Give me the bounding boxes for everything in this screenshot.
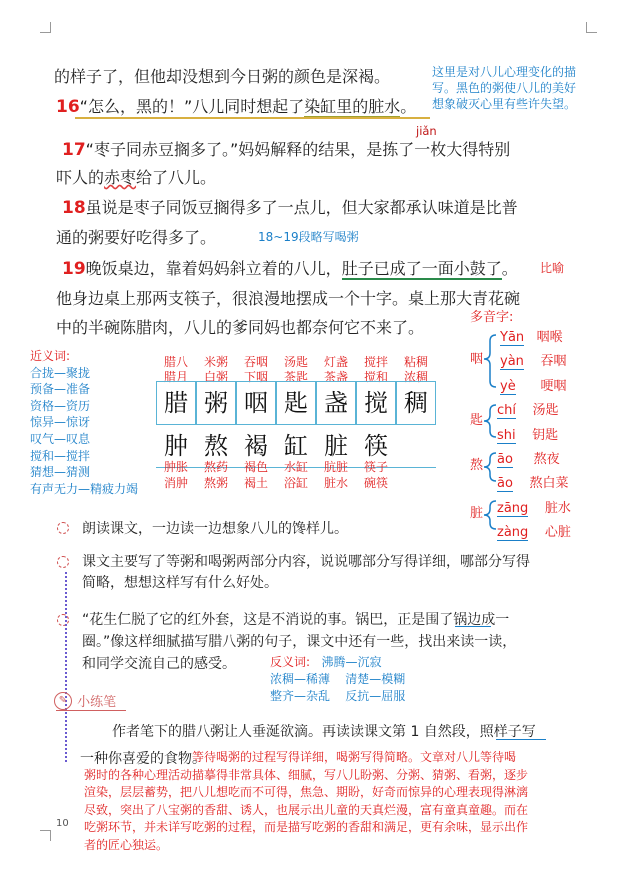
note-line: 这里是对八儿心理变化的描 bbox=[432, 65, 577, 79]
text-segment: 。 bbox=[400, 97, 417, 116]
character-grid bbox=[156, 381, 438, 469]
underlined-phrase: 赤枣 bbox=[104, 168, 137, 187]
question-line: 简略，想想这样写有什么好处。 bbox=[82, 575, 278, 591]
antonym-item: 清楚—模糊 bbox=[345, 672, 406, 686]
rhetoric-tag: 比喻 bbox=[540, 261, 565, 275]
char-cell: 筷 bbox=[364, 432, 388, 460]
practice-rule bbox=[56, 710, 126, 711]
antonym-item: 反抗—屈服 bbox=[345, 689, 406, 703]
underlined-phrase: 染缸里的脏水 bbox=[304, 97, 401, 116]
word-label: 脏水 bbox=[324, 476, 349, 490]
polyphone-entry: Yān 咽喉 bbox=[500, 330, 563, 345]
paragraph-17-line2 bbox=[56, 165, 216, 188]
synonyms-title: 近义词: bbox=[30, 349, 71, 363]
practice-line-1: 作者笔下的腊八粥让人垂涎欲滴。再读读课文第 1 自然段，照样子写 bbox=[112, 724, 536, 740]
practice-title: 小练笔 bbox=[77, 695, 117, 710]
text-segment: 给了八儿。 bbox=[136, 168, 217, 187]
question-bullet-icon bbox=[57, 614, 69, 626]
synonym-item: 叹气—叹息 bbox=[30, 431, 91, 446]
word-label: 白粥 bbox=[204, 370, 229, 384]
word-label: 搅和 bbox=[364, 370, 389, 384]
annotation-note bbox=[432, 64, 576, 112]
question-bullet-icon bbox=[57, 556, 69, 568]
polyphone-char: 脏 bbox=[470, 506, 484, 521]
analysis-note bbox=[84, 749, 528, 854]
char-cell: 粥 bbox=[196, 381, 236, 425]
char-cell: 咽 bbox=[236, 381, 276, 425]
word-label: 茶盏 bbox=[324, 370, 349, 384]
polyphone-entry: āo 熬白菜 bbox=[497, 476, 569, 491]
pen-icon: ✎ bbox=[54, 692, 72, 710]
word-label: 粘稠 bbox=[404, 355, 429, 369]
text-segment: “枣子同赤豆搁多了。”妈妈解释的结果，是拣了一枚大得特别 bbox=[85, 140, 511, 159]
char-cell: 腊 bbox=[156, 381, 196, 425]
antonym-item: 整齐—杂乱 bbox=[270, 689, 331, 703]
annotation-note: 18~19段略写喝粥 bbox=[258, 230, 359, 244]
polyphone-entry: shi 钥匙 bbox=[497, 428, 559, 443]
paragraph-number: 19 bbox=[62, 259, 86, 279]
polyphone-entry: āo 熬夜 bbox=[497, 452, 560, 467]
char-cell: 缸 bbox=[284, 432, 308, 460]
note-line: 想象破灭心里有些许失望。 bbox=[432, 97, 577, 111]
crop-mark-top-left bbox=[40, 22, 51, 33]
paragraph-number: 18 bbox=[62, 198, 86, 218]
antonym-item: 浓稠—稀薄 bbox=[270, 672, 331, 686]
polyphone-entry: zāng 脏水 bbox=[497, 501, 571, 516]
question-line: “花生仁脱了它的红外套，这是不消说的事。锅巴，正是围了锅边成一 bbox=[82, 612, 510, 628]
paragraph-19-line3: 中的半碗陈腊肉，八儿的爹同妈也都奈何它不来了。 bbox=[56, 318, 425, 337]
char-cell: 褐 bbox=[244, 432, 268, 460]
word-label: 熬粥 bbox=[204, 476, 229, 490]
note-line: 粥时的各种心理活动描摹得非常具体、细腻，写八儿盼粥、分粥、猜粥、看粥，逐步 bbox=[84, 767, 529, 782]
synonym-item: 有声无力—精疲力竭 bbox=[30, 481, 139, 496]
synonym-item: 资格—资历 bbox=[30, 398, 91, 413]
note-line: 等待喝粥的过程写得详细，喝粥写得简略。文章对八儿等待喝 bbox=[192, 750, 517, 764]
question-line: 课文主要写了等粥和喝粥两部分内容，说说哪部分写得详细，哪部分写得 bbox=[82, 554, 530, 570]
word-label: 熬药 bbox=[204, 460, 229, 474]
word-label: 肿胀 bbox=[164, 460, 189, 474]
paragraph-number: 17 bbox=[62, 140, 86, 160]
paragraph-number: 16 bbox=[56, 97, 80, 117]
char-cell: 脏 bbox=[324, 432, 348, 460]
paragraph-19 bbox=[62, 256, 518, 279]
text-segment: 晚饭桌边，靠着妈妈斜立着的八儿， bbox=[85, 259, 342, 278]
practice-header bbox=[54, 690, 116, 710]
note-line: 吃粥环节，并未详写吃粥的过程，而是描写吃粥的香甜和满足，更有余味，显示出作 bbox=[84, 820, 529, 834]
word-label: 褐色 bbox=[244, 460, 269, 474]
word-label: 浴缸 bbox=[284, 476, 309, 490]
antonyms-title: 反义词: bbox=[270, 655, 311, 669]
note-line: 写。黑色的粥使八儿的美好 bbox=[432, 81, 577, 95]
text-segment: “怎么，黑的！”八儿同时想起了 bbox=[79, 97, 305, 116]
char-cell: 盏 bbox=[316, 381, 356, 425]
word-label: 筷子 bbox=[364, 460, 389, 474]
note-line: 尽致，突出了八宝粥的香甜、诱人，也展示出儿童的天真烂漫，富有童真童趣。而在 bbox=[84, 802, 529, 817]
note-line: 者的匠心独运。 bbox=[84, 837, 169, 852]
word-label: 褐土 bbox=[244, 476, 269, 490]
paragraph-18 bbox=[62, 195, 518, 218]
synonym-item: 搅和—搅拌 bbox=[30, 448, 91, 463]
synonym-item: 预备—准备 bbox=[30, 382, 91, 397]
polyphone-char: 匙 bbox=[470, 413, 484, 428]
underline-mark bbox=[455, 626, 491, 627]
text-segment: 。 bbox=[501, 259, 518, 278]
polyphone-title: 多音字: bbox=[470, 310, 514, 325]
text-line: 的样子了，但他却没想到今日粥的颜色是深褐。 bbox=[54, 67, 391, 86]
word-label: 浓稠 bbox=[404, 370, 429, 384]
word-label: 腊月 bbox=[164, 370, 189, 384]
word-label: 灯盏 bbox=[324, 355, 349, 369]
synonyms-list bbox=[30, 348, 138, 497]
word-label: 茶匙 bbox=[284, 370, 309, 384]
antonym-item: 沸腾—沉寂 bbox=[321, 655, 382, 669]
paragraph-16 bbox=[56, 94, 416, 117]
text-segment: 虽说是枣子同饭豆搁得多了一点儿，但大家都承认味道是比普 bbox=[85, 198, 518, 217]
word-label: 腊八 bbox=[164, 355, 189, 369]
underlined-phrase: 肚子已成了一面小鼓了 bbox=[341, 259, 502, 278]
polyphone-entry: chí 汤匙 bbox=[497, 403, 559, 418]
paragraph-19-line2: 他身边桌上那两支筷子，很浪漫地摆成一个十字。桌上那大青花碗 bbox=[56, 289, 521, 308]
char-cell: 稠 bbox=[396, 381, 436, 425]
question-line: 圈。”像这样细腻描写腊八粥的句子，课文中还有一些，找出来读一读， bbox=[82, 634, 517, 650]
question-1: 朗读课文，一边读一边想象八儿的馋样儿。 bbox=[82, 521, 348, 537]
polyphone-char: 咽 bbox=[470, 352, 484, 367]
word-label: 搅拌 bbox=[364, 355, 389, 369]
antonyms-list bbox=[270, 654, 405, 705]
char-cell: 肿 bbox=[164, 432, 188, 460]
underline-highlight bbox=[75, 117, 430, 119]
word-label: 肮脏 bbox=[324, 460, 349, 474]
polyphone-entry: yè 哽咽 bbox=[500, 379, 567, 394]
practice-line-2: 一种你喜爱的食物。 bbox=[80, 751, 206, 767]
synonym-item: 合拢—聚拢 bbox=[30, 365, 91, 380]
char-cell: 匙 bbox=[276, 381, 316, 425]
word-label: 汤匙 bbox=[284, 355, 309, 369]
note-line: 渲染，层层蓄势，把八儿想吃而不可得，焦急、期盼，好奇而惊异的心理表现得淋漓 bbox=[84, 785, 529, 799]
char-cell: 熬 bbox=[204, 432, 228, 460]
underline-mark bbox=[496, 739, 546, 740]
question-2 bbox=[82, 552, 530, 594]
synonym-item: 猜想—猜测 bbox=[30, 465, 91, 480]
char-cell: 搅 bbox=[356, 381, 396, 425]
polyphone-char: 熬 bbox=[470, 458, 484, 473]
word-label: 米粥 bbox=[204, 355, 229, 369]
question-bullet-icon bbox=[57, 522, 69, 534]
crop-mark-bottom-left bbox=[40, 830, 51, 841]
page-number: 10 bbox=[56, 818, 69, 829]
synonym-item: 惊异—惊讶 bbox=[30, 415, 91, 430]
word-label: 吞咽 bbox=[244, 355, 269, 369]
word-label: 下咽 bbox=[244, 370, 269, 384]
polyphone-entry: yàn 吞咽 bbox=[500, 354, 567, 369]
paragraph-17 bbox=[62, 137, 510, 160]
word-label: 碗筷 bbox=[364, 476, 389, 490]
pinyin-annotation: jiǎn bbox=[416, 124, 437, 138]
text-segment: 吓人的 bbox=[56, 168, 105, 187]
word-label: 水缸 bbox=[284, 460, 309, 474]
paragraph-18-line2: 通的粥要好吃得多了。 bbox=[56, 228, 217, 247]
question-line: 和同学交流自己的感受。 bbox=[82, 656, 236, 672]
dotted-leader bbox=[65, 572, 67, 762]
word-label: 消肿 bbox=[164, 476, 189, 490]
crop-mark-top-right bbox=[586, 22, 597, 33]
polyphone-entry: zàng 心脏 bbox=[497, 525, 571, 540]
